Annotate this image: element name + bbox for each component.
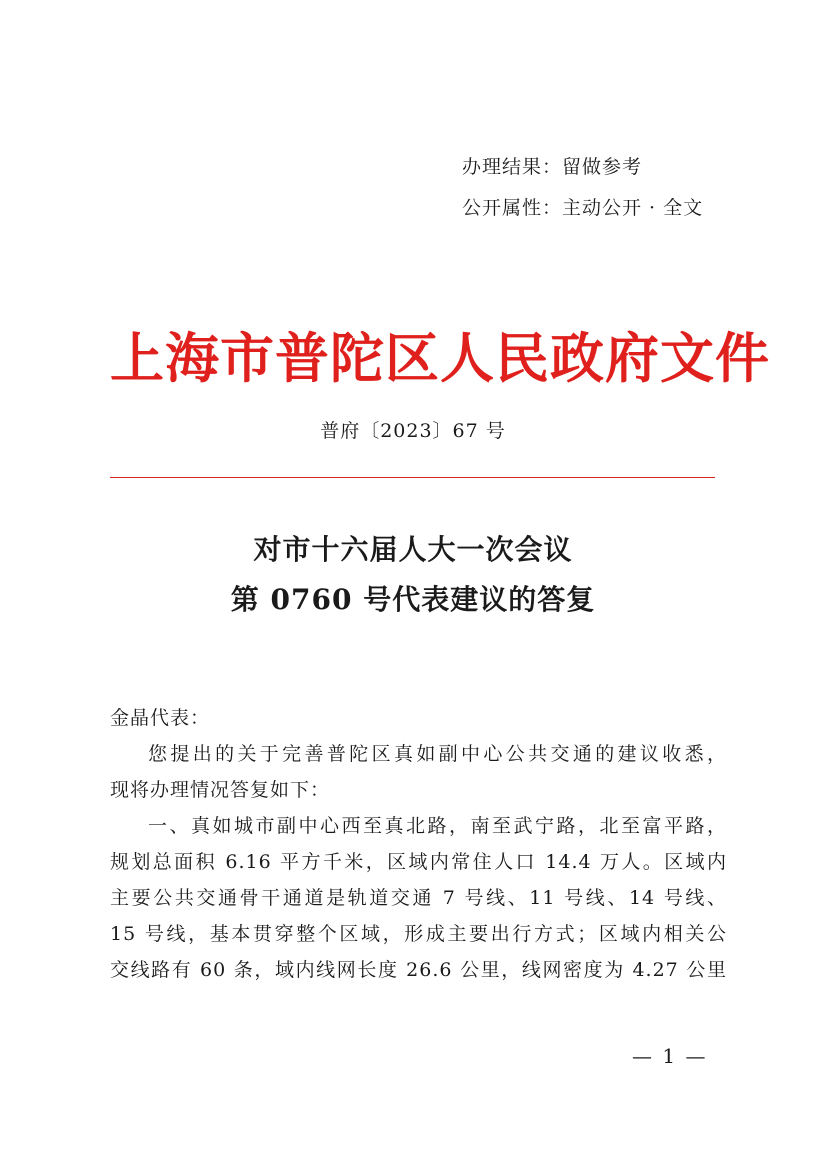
disclosure-attribute: 公开属性：主动公开 · 全文	[462, 197, 704, 219]
reply-title-line-1: 对市十六届人大一次会议	[253, 533, 573, 566]
red-separator-line	[110, 477, 715, 478]
body-line-5: 主要公共交通骨干通道是轨道交通 7 号线、11 号线、14 号线、	[110, 887, 727, 909]
salutation: 金晶代表：	[110, 707, 211, 729]
body-line-7: 交线路有 60 条，域内线网长度 26.6 公里，线网密度为 4.27 公里	[110, 959, 727, 981]
body-line-4: 规划总面积 6.16 平方千米，区域内常住人口 14.4 万人。区域内	[110, 851, 727, 873]
issuing-organization-title: 上海市普陀区人民政府文件	[110, 326, 770, 390]
body-line-6: 15 号线，基本贯穿整个区域，形成主要出行方式；区域内相关公	[110, 923, 727, 945]
body-line-2: 现将办理情况答复如下：	[110, 779, 331, 801]
body-line-3: 一、真如城市副中心西至真北路，南至武宁路，北至富平路，	[148, 815, 727, 837]
document-number: 普府〔2023〕67 号	[320, 420, 506, 442]
handling-result: 办理结果：留做参考	[462, 156, 643, 178]
body-line-1: 您提出的关于完善普陀区真如副中心公共交通的建议收悉，	[148, 743, 727, 765]
reply-title-line-2: 第 0760 号代表建议的答复	[230, 583, 596, 616]
page-number: — 1 —	[632, 1044, 708, 1068]
